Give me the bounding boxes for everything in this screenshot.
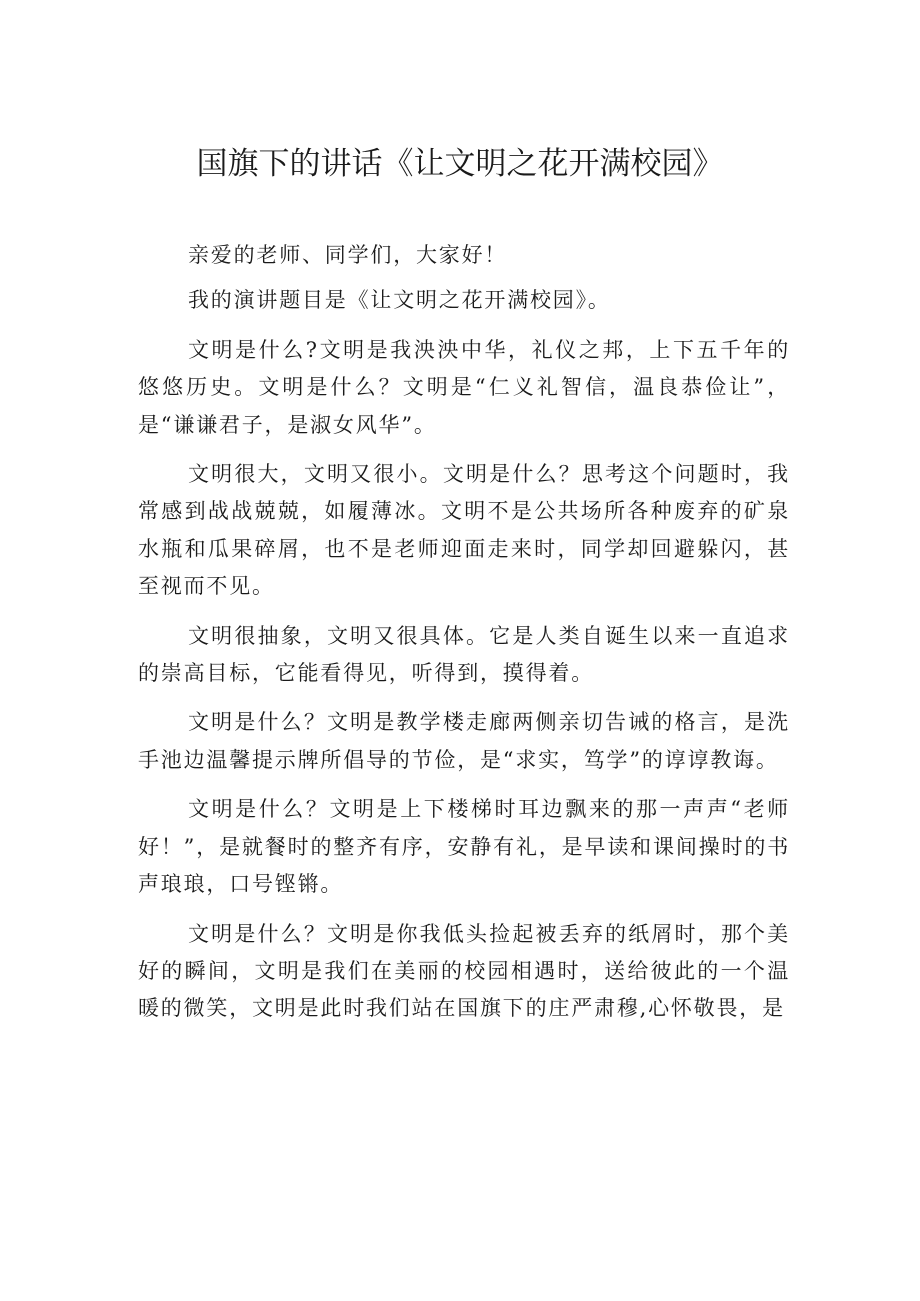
- paragraph-picking-litter: 文明是什么？文明是你我低头捡起被丢弃的纸屑时，那个美好的瞬间，文明是我们在美丽的校园相遇时，送给彼此的一个温暖的微笑，文明是此时我们站在国旗下的庄严肃穆,心怀敬畏，是: [138, 921, 790, 1021]
- paragraph-stairs-greeting: 文明是什么？文明是上下楼梯时耳边飘来的那一声声“老师好！”，是就餐时的整齐有序，安静有礼，是早读和课间操时的书声琅琅，口号铿锵。: [138, 797, 790, 897]
- document-body: [138, 237, 790, 1040]
- paragraph-topic: 我的演讲题目是《让文明之花开满校园》。: [188, 288, 611, 313]
- paragraph-abstract-and-concrete: 文明很抽象，文明又很具体。它是人类自诞生以来一直追求的崇高目标，它能看得见，听得到，摸得着。: [138, 623, 790, 686]
- document-title: 国旗下的讲话《让文明之花开满校园》: [196, 146, 724, 182]
- paragraph-what-is-civilization: 文明是什么?文明是我泱泱中华，礼仪之邦，上下五千年的悠悠历史。文明是什么？文明是“仁义礼智信，温良恭俭让”，是“谦谦君子，是淑女风华”。: [138, 337, 790, 437]
- paragraph-greeting: 亲爱的老师、同学们，大家好！: [188, 243, 508, 267]
- paragraph-big-and-small: 文明很大，文明又很小。文明是什么？思考这个问题时，我常感到战战兢兢，如履薄冰。文明不是公共场所各种废弃的矿泉水瓶和瓜果碎屑，也不是老师迎面走来时，同学却回避躲闪，甚至视而不见。: [138, 462, 790, 599]
- paragraph-corridor-mottos: 文明是什么？文明是教学楼走廊两侧亲切告诫的格言，是洗手池边温馨提示牌所倡导的节俭，是“求实，笃学”的谆谆教诲。: [138, 710, 790, 772]
